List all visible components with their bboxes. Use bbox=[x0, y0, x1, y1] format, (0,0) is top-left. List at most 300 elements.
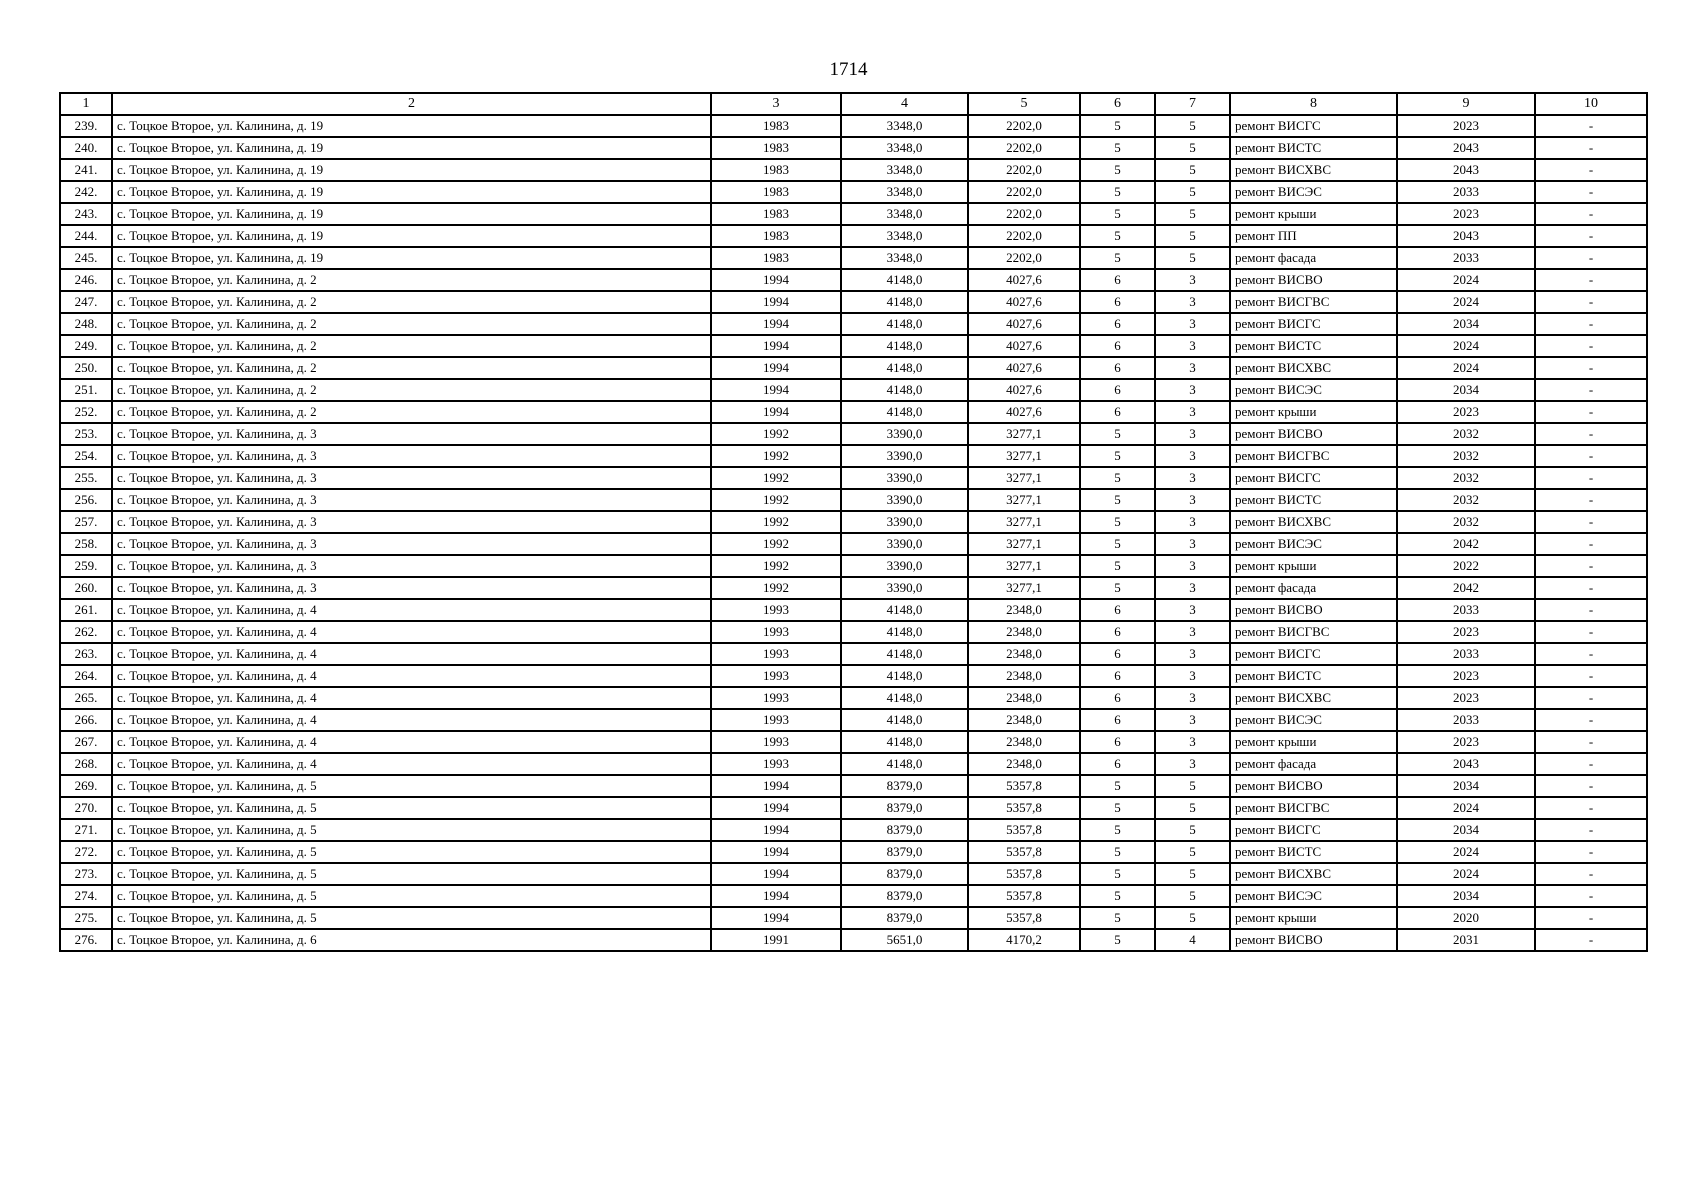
floors-cell: 5 bbox=[1080, 225, 1155, 247]
note-cell: - bbox=[1535, 643, 1647, 665]
living-area-cell: 2202,0 bbox=[968, 181, 1080, 203]
total-area-cell: 3390,0 bbox=[841, 467, 968, 489]
build-year-cell: 1994 bbox=[711, 313, 841, 335]
entrances-cell: 5 bbox=[1155, 181, 1230, 203]
planned-year-cell: 2033 bbox=[1397, 643, 1535, 665]
build-year-cell: 1993 bbox=[711, 643, 841, 665]
entrances-cell: 3 bbox=[1155, 335, 1230, 357]
entrances-cell: 3 bbox=[1155, 357, 1230, 379]
row-number: 247. bbox=[60, 291, 112, 313]
work-type-cell: ремонт ВИСВО bbox=[1230, 929, 1397, 951]
floors-cell: 6 bbox=[1080, 357, 1155, 379]
total-area-cell: 3348,0 bbox=[841, 115, 968, 137]
floors-cell: 5 bbox=[1080, 841, 1155, 863]
living-area-cell: 2348,0 bbox=[968, 709, 1080, 731]
table-row bbox=[60, 115, 1647, 137]
planned-year-cell: 2034 bbox=[1397, 775, 1535, 797]
living-area-cell: 5357,8 bbox=[968, 797, 1080, 819]
floors-cell: 5 bbox=[1080, 489, 1155, 511]
planned-year-cell: 2032 bbox=[1397, 423, 1535, 445]
floors-cell: 6 bbox=[1080, 687, 1155, 709]
total-area-cell: 8379,0 bbox=[841, 885, 968, 907]
note-cell: - bbox=[1535, 621, 1647, 643]
table-row bbox=[60, 731, 1647, 753]
total-area-cell: 3390,0 bbox=[841, 511, 968, 533]
work-type-cell: ремонт фасада bbox=[1230, 753, 1397, 775]
table-row bbox=[60, 907, 1647, 929]
address-cell: с. Тоцкое Второе, ул. Калинина, д. 5 bbox=[112, 863, 711, 885]
table-row bbox=[60, 555, 1647, 577]
entrances-cell: 5 bbox=[1155, 247, 1230, 269]
address-cell: с. Тоцкое Второе, ул. Калинина, д. 2 bbox=[112, 313, 711, 335]
build-year-cell: 1992 bbox=[711, 577, 841, 599]
entrances-cell: 3 bbox=[1155, 269, 1230, 291]
living-area-cell: 5357,8 bbox=[968, 819, 1080, 841]
work-type-cell: ремонт ВИСТС bbox=[1230, 665, 1397, 687]
entrances-cell: 5 bbox=[1155, 225, 1230, 247]
table-row bbox=[60, 247, 1647, 269]
row-number: 251. bbox=[60, 379, 112, 401]
total-area-cell: 4148,0 bbox=[841, 643, 968, 665]
total-area-cell: 4148,0 bbox=[841, 599, 968, 621]
address-cell: с. Тоцкое Второе, ул. Калинина, д. 19 bbox=[112, 159, 711, 181]
entrances-cell: 3 bbox=[1155, 467, 1230, 489]
build-year-cell: 1993 bbox=[711, 599, 841, 621]
table-row bbox=[60, 269, 1647, 291]
row-number: 267. bbox=[60, 731, 112, 753]
floors-cell: 5 bbox=[1080, 511, 1155, 533]
total-area-cell: 3348,0 bbox=[841, 159, 968, 181]
address-cell: с. Тоцкое Второе, ул. Калинина, д. 5 bbox=[112, 841, 711, 863]
entrances-cell: 3 bbox=[1155, 313, 1230, 335]
address-cell: с. Тоцкое Второе, ул. Калинина, д. 4 bbox=[112, 621, 711, 643]
planned-year-cell: 2032 bbox=[1397, 511, 1535, 533]
entrances-cell: 5 bbox=[1155, 203, 1230, 225]
work-type-cell: ремонт крыши bbox=[1230, 731, 1397, 753]
build-year-cell: 1993 bbox=[711, 665, 841, 687]
work-type-cell: ремонт ВИСВО bbox=[1230, 599, 1397, 621]
total-area-cell: 5651,0 bbox=[841, 929, 968, 951]
build-year-cell: 1994 bbox=[711, 357, 841, 379]
floors-cell: 5 bbox=[1080, 929, 1155, 951]
floors-cell: 6 bbox=[1080, 709, 1155, 731]
work-type-cell: ремонт ВИСХВС bbox=[1230, 687, 1397, 709]
build-year-cell: 1992 bbox=[711, 423, 841, 445]
note-cell: - bbox=[1535, 797, 1647, 819]
build-year-cell: 1994 bbox=[711, 863, 841, 885]
planned-year-cell: 2034 bbox=[1397, 885, 1535, 907]
address-cell: с. Тоцкое Второе, ул. Калинина, д. 3 bbox=[112, 445, 711, 467]
entrances-cell: 5 bbox=[1155, 863, 1230, 885]
floors-cell: 5 bbox=[1080, 797, 1155, 819]
note-cell: - bbox=[1535, 555, 1647, 577]
floors-cell: 6 bbox=[1080, 599, 1155, 621]
build-year-cell: 1994 bbox=[711, 775, 841, 797]
living-area-cell: 4027,6 bbox=[968, 269, 1080, 291]
total-area-cell: 3348,0 bbox=[841, 137, 968, 159]
row-number: 239. bbox=[60, 115, 112, 137]
entrances-cell: 3 bbox=[1155, 753, 1230, 775]
address-cell: с. Тоцкое Второе, ул. Калинина, д. 19 bbox=[112, 247, 711, 269]
planned-year-cell: 2033 bbox=[1397, 709, 1535, 731]
row-number: 273. bbox=[60, 863, 112, 885]
floors-cell: 5 bbox=[1080, 159, 1155, 181]
build-year-cell: 1992 bbox=[711, 555, 841, 577]
floors-cell: 6 bbox=[1080, 335, 1155, 357]
note-cell: - bbox=[1535, 401, 1647, 423]
row-number: 257. bbox=[60, 511, 112, 533]
entrances-cell: 4 bbox=[1155, 929, 1230, 951]
note-cell: - bbox=[1535, 379, 1647, 401]
table-row bbox=[60, 291, 1647, 313]
address-cell: с. Тоцкое Второе, ул. Калинина, д. 5 bbox=[112, 885, 711, 907]
planned-year-cell: 2042 bbox=[1397, 577, 1535, 599]
column-header: 5 bbox=[968, 93, 1080, 115]
note-cell: - bbox=[1535, 269, 1647, 291]
row-number: 244. bbox=[60, 225, 112, 247]
planned-year-cell: 2024 bbox=[1397, 841, 1535, 863]
entrances-cell: 5 bbox=[1155, 841, 1230, 863]
work-type-cell: ремонт крыши bbox=[1230, 203, 1397, 225]
total-area-cell: 4148,0 bbox=[841, 357, 968, 379]
table-row bbox=[60, 863, 1647, 885]
address-cell: с. Тоцкое Второе, ул. Калинина, д. 6 bbox=[112, 929, 711, 951]
work-type-cell: ремонт ВИСХВС bbox=[1230, 357, 1397, 379]
total-area-cell: 3348,0 bbox=[841, 225, 968, 247]
note-cell: - bbox=[1535, 929, 1647, 951]
row-number: 243. bbox=[60, 203, 112, 225]
page-number: 1714 bbox=[829, 59, 868, 80]
living-area-cell: 2202,0 bbox=[968, 115, 1080, 137]
note-cell: - bbox=[1535, 775, 1647, 797]
total-area-cell: 3390,0 bbox=[841, 577, 968, 599]
address-cell: с. Тоцкое Второе, ул. Калинина, д. 4 bbox=[112, 687, 711, 709]
total-area-cell: 3390,0 bbox=[841, 533, 968, 555]
note-cell: - bbox=[1535, 599, 1647, 621]
row-number: 275. bbox=[60, 907, 112, 929]
row-number: 276. bbox=[60, 929, 112, 951]
table-row bbox=[60, 379, 1647, 401]
planned-year-cell: 2033 bbox=[1397, 599, 1535, 621]
planned-year-cell: 2032 bbox=[1397, 467, 1535, 489]
note-cell: - bbox=[1535, 313, 1647, 335]
planned-year-cell: 2033 bbox=[1397, 247, 1535, 269]
work-type-cell: ремонт ВИСГС bbox=[1230, 115, 1397, 137]
entrances-cell: 5 bbox=[1155, 797, 1230, 819]
address-cell: с. Тоцкое Второе, ул. Калинина, д. 3 bbox=[112, 533, 711, 555]
column-header: 8 bbox=[1230, 93, 1397, 115]
planned-year-cell: 2024 bbox=[1397, 335, 1535, 357]
build-year-cell: 1983 bbox=[711, 159, 841, 181]
entrances-cell: 3 bbox=[1155, 709, 1230, 731]
table-row bbox=[60, 797, 1647, 819]
address-cell: с. Тоцкое Второе, ул. Калинина, д. 4 bbox=[112, 643, 711, 665]
entrances-cell: 5 bbox=[1155, 137, 1230, 159]
row-number: 259. bbox=[60, 555, 112, 577]
address-cell: с. Тоцкое Второе, ул. Калинина, д. 3 bbox=[112, 489, 711, 511]
note-cell: - bbox=[1535, 907, 1647, 929]
row-number: 269. bbox=[60, 775, 112, 797]
note-cell: - bbox=[1535, 467, 1647, 489]
living-area-cell: 3277,1 bbox=[968, 577, 1080, 599]
living-area-cell: 2348,0 bbox=[968, 687, 1080, 709]
total-area-cell: 4148,0 bbox=[841, 313, 968, 335]
build-year-cell: 1994 bbox=[711, 335, 841, 357]
floors-cell: 6 bbox=[1080, 401, 1155, 423]
floors-cell: 5 bbox=[1080, 137, 1155, 159]
build-year-cell: 1994 bbox=[711, 379, 841, 401]
table-row bbox=[60, 621, 1647, 643]
work-type-cell: ремонт ВИСТС bbox=[1230, 335, 1397, 357]
table-row bbox=[60, 577, 1647, 599]
table-row bbox=[60, 643, 1647, 665]
work-type-cell: ремонт фасада bbox=[1230, 577, 1397, 599]
floors-cell: 6 bbox=[1080, 643, 1155, 665]
row-number: 264. bbox=[60, 665, 112, 687]
column-header: 4 bbox=[841, 93, 968, 115]
entrances-cell: 3 bbox=[1155, 291, 1230, 313]
build-year-cell: 1993 bbox=[711, 687, 841, 709]
entrances-cell: 5 bbox=[1155, 115, 1230, 137]
note-cell: - bbox=[1535, 181, 1647, 203]
row-number: 240. bbox=[60, 137, 112, 159]
build-year-cell: 1994 bbox=[711, 797, 841, 819]
build-year-cell: 1994 bbox=[711, 819, 841, 841]
address-cell: с. Тоцкое Второе, ул. Калинина, д. 3 bbox=[112, 577, 711, 599]
floors-cell: 5 bbox=[1080, 907, 1155, 929]
total-area-cell: 4148,0 bbox=[841, 401, 968, 423]
row-number: 255. bbox=[60, 467, 112, 489]
note-cell: - bbox=[1535, 137, 1647, 159]
planned-year-cell: 2024 bbox=[1397, 797, 1535, 819]
living-area-cell: 2202,0 bbox=[968, 203, 1080, 225]
address-cell: с. Тоцкое Второе, ул. Калинина, д. 4 bbox=[112, 599, 711, 621]
living-area-cell: 2202,0 bbox=[968, 247, 1080, 269]
build-year-cell: 1983 bbox=[711, 115, 841, 137]
row-number: 241. bbox=[60, 159, 112, 181]
entrances-cell: 5 bbox=[1155, 819, 1230, 841]
row-number: 262. bbox=[60, 621, 112, 643]
table-row bbox=[60, 467, 1647, 489]
build-year-cell: 1994 bbox=[711, 841, 841, 863]
planned-year-cell: 2023 bbox=[1397, 115, 1535, 137]
planned-year-cell: 2024 bbox=[1397, 291, 1535, 313]
total-area-cell: 4148,0 bbox=[841, 665, 968, 687]
planned-year-cell: 2024 bbox=[1397, 357, 1535, 379]
note-cell: - bbox=[1535, 885, 1647, 907]
build-year-cell: 1983 bbox=[711, 225, 841, 247]
entrances-cell: 3 bbox=[1155, 599, 1230, 621]
planned-year-cell: 2023 bbox=[1397, 621, 1535, 643]
address-cell: с. Тоцкое Второе, ул. Калинина, д. 19 bbox=[112, 137, 711, 159]
planned-year-cell: 2023 bbox=[1397, 665, 1535, 687]
table-body bbox=[60, 115, 1647, 951]
living-area-cell: 3277,1 bbox=[968, 467, 1080, 489]
build-year-cell: 1993 bbox=[711, 753, 841, 775]
address-cell: с. Тоцкое Второе, ул. Калинина, д. 5 bbox=[112, 819, 711, 841]
planned-year-cell: 2023 bbox=[1397, 687, 1535, 709]
row-number: 254. bbox=[60, 445, 112, 467]
entrances-cell: 3 bbox=[1155, 687, 1230, 709]
build-year-cell: 1993 bbox=[711, 621, 841, 643]
living-area-cell: 3277,1 bbox=[968, 511, 1080, 533]
total-area-cell: 3390,0 bbox=[841, 489, 968, 511]
total-area-cell: 8379,0 bbox=[841, 841, 968, 863]
total-area-cell: 4148,0 bbox=[841, 753, 968, 775]
address-cell: с. Тоцкое Второе, ул. Калинина, д. 5 bbox=[112, 797, 711, 819]
address-cell: с. Тоцкое Второе, ул. Калинина, д. 3 bbox=[112, 511, 711, 533]
entrances-cell: 3 bbox=[1155, 665, 1230, 687]
row-number: 248. bbox=[60, 313, 112, 335]
floors-cell: 5 bbox=[1080, 445, 1155, 467]
work-type-cell: ремонт ВИСЭС bbox=[1230, 885, 1397, 907]
living-area-cell: 2202,0 bbox=[968, 225, 1080, 247]
build-year-cell: 1993 bbox=[711, 709, 841, 731]
note-cell: - bbox=[1535, 225, 1647, 247]
column-header: 3 bbox=[711, 93, 841, 115]
note-cell: - bbox=[1535, 533, 1647, 555]
build-year-cell: 1994 bbox=[711, 269, 841, 291]
table-row bbox=[60, 753, 1647, 775]
entrances-cell: 3 bbox=[1155, 555, 1230, 577]
column-header: 7 bbox=[1155, 93, 1230, 115]
floors-cell: 5 bbox=[1080, 203, 1155, 225]
work-type-cell: ремонт ВИСХВС bbox=[1230, 159, 1397, 181]
total-area-cell: 8379,0 bbox=[841, 863, 968, 885]
work-type-cell: ремонт ВИСЭС bbox=[1230, 709, 1397, 731]
table-row bbox=[60, 819, 1647, 841]
table-row bbox=[60, 687, 1647, 709]
build-year-cell: 1983 bbox=[711, 203, 841, 225]
address-cell: с. Тоцкое Второе, ул. Калинина, д. 3 bbox=[112, 423, 711, 445]
total-area-cell: 4148,0 bbox=[841, 379, 968, 401]
living-area-cell: 4027,6 bbox=[968, 357, 1080, 379]
entrances-cell: 3 bbox=[1155, 489, 1230, 511]
living-area-cell: 2348,0 bbox=[968, 621, 1080, 643]
floors-cell: 6 bbox=[1080, 753, 1155, 775]
row-number: 258. bbox=[60, 533, 112, 555]
address-cell: с. Тоцкое Второе, ул. Калинина, д. 19 bbox=[112, 203, 711, 225]
total-area-cell: 4148,0 bbox=[841, 291, 968, 313]
total-area-cell: 8379,0 bbox=[841, 775, 968, 797]
work-type-cell: ремонт ВИСГВС bbox=[1230, 291, 1397, 313]
living-area-cell: 4027,6 bbox=[968, 291, 1080, 313]
build-year-cell: 1983 bbox=[711, 181, 841, 203]
living-area-cell: 5357,8 bbox=[968, 907, 1080, 929]
row-number: 263. bbox=[60, 643, 112, 665]
floors-cell: 5 bbox=[1080, 247, 1155, 269]
row-number: 260. bbox=[60, 577, 112, 599]
total-area-cell: 3390,0 bbox=[841, 423, 968, 445]
planned-year-cell: 2043 bbox=[1397, 753, 1535, 775]
note-cell: - bbox=[1535, 423, 1647, 445]
floors-cell: 5 bbox=[1080, 555, 1155, 577]
work-type-cell: ремонт ВИСГВС bbox=[1230, 621, 1397, 643]
work-type-cell: ремонт ВИСТС bbox=[1230, 841, 1397, 863]
note-cell: - bbox=[1535, 489, 1647, 511]
note-cell: - bbox=[1535, 159, 1647, 181]
column-header: 2 bbox=[112, 93, 711, 115]
living-area-cell: 2348,0 bbox=[968, 643, 1080, 665]
entrances-cell: 5 bbox=[1155, 159, 1230, 181]
planned-year-cell: 2032 bbox=[1397, 489, 1535, 511]
total-area-cell: 3348,0 bbox=[841, 181, 968, 203]
row-number: 274. bbox=[60, 885, 112, 907]
entrances-cell: 3 bbox=[1155, 401, 1230, 423]
work-type-cell: ремонт крыши bbox=[1230, 555, 1397, 577]
build-year-cell: 1983 bbox=[711, 247, 841, 269]
planned-year-cell: 2032 bbox=[1397, 445, 1535, 467]
floors-cell: 5 bbox=[1080, 181, 1155, 203]
row-number: 266. bbox=[60, 709, 112, 731]
planned-year-cell: 2043 bbox=[1397, 159, 1535, 181]
address-cell: с. Тоцкое Второе, ул. Калинина, д. 2 bbox=[112, 401, 711, 423]
total-area-cell: 3348,0 bbox=[841, 247, 968, 269]
note-cell: - bbox=[1535, 115, 1647, 137]
planned-year-cell: 2022 bbox=[1397, 555, 1535, 577]
living-area-cell: 3277,1 bbox=[968, 445, 1080, 467]
living-area-cell: 4027,6 bbox=[968, 379, 1080, 401]
living-area-cell: 3277,1 bbox=[968, 489, 1080, 511]
living-area-cell: 2202,0 bbox=[968, 159, 1080, 181]
row-number: 270. bbox=[60, 797, 112, 819]
table-row bbox=[60, 665, 1647, 687]
planned-year-cell: 2020 bbox=[1397, 907, 1535, 929]
work-type-cell: ремонт ВИСЭС bbox=[1230, 533, 1397, 555]
planned-year-cell: 2034 bbox=[1397, 313, 1535, 335]
table-row bbox=[60, 203, 1647, 225]
living-area-cell: 4027,6 bbox=[968, 401, 1080, 423]
planned-year-cell: 2031 bbox=[1397, 929, 1535, 951]
floors-cell: 5 bbox=[1080, 775, 1155, 797]
row-number: 242. bbox=[60, 181, 112, 203]
planned-year-cell: 2033 bbox=[1397, 181, 1535, 203]
build-year-cell: 1992 bbox=[711, 511, 841, 533]
floors-cell: 5 bbox=[1080, 423, 1155, 445]
table-row bbox=[60, 929, 1647, 951]
note-cell: - bbox=[1535, 709, 1647, 731]
entrances-cell: 3 bbox=[1155, 621, 1230, 643]
note-cell: - bbox=[1535, 511, 1647, 533]
note-cell: - bbox=[1535, 863, 1647, 885]
note-cell: - bbox=[1535, 819, 1647, 841]
build-year-cell: 1994 bbox=[711, 907, 841, 929]
floors-cell: 5 bbox=[1080, 577, 1155, 599]
row-number: 245. bbox=[60, 247, 112, 269]
note-cell: - bbox=[1535, 687, 1647, 709]
work-type-cell: ремонт ВИСТС bbox=[1230, 489, 1397, 511]
address-cell: с. Тоцкое Второе, ул. Калинина, д. 5 bbox=[112, 907, 711, 929]
planned-year-cell: 2023 bbox=[1397, 401, 1535, 423]
note-cell: - bbox=[1535, 731, 1647, 753]
note-cell: - bbox=[1535, 577, 1647, 599]
address-cell: с. Тоцкое Второе, ул. Калинина, д. 2 bbox=[112, 379, 711, 401]
planned-year-cell: 2043 bbox=[1397, 137, 1535, 159]
living-area-cell: 3277,1 bbox=[968, 533, 1080, 555]
total-area-cell: 3348,0 bbox=[841, 203, 968, 225]
note-cell: - bbox=[1535, 203, 1647, 225]
floors-cell: 5 bbox=[1080, 863, 1155, 885]
total-area-cell: 8379,0 bbox=[841, 797, 968, 819]
address-cell: с. Тоцкое Второе, ул. Калинина, д. 19 bbox=[112, 181, 711, 203]
work-type-cell: ремонт ВИСВО bbox=[1230, 423, 1397, 445]
table-row bbox=[60, 357, 1647, 379]
entrances-cell: 3 bbox=[1155, 379, 1230, 401]
table-row bbox=[60, 423, 1647, 445]
living-area-cell: 2348,0 bbox=[968, 665, 1080, 687]
table-row bbox=[60, 841, 1647, 863]
note-cell: - bbox=[1535, 445, 1647, 467]
